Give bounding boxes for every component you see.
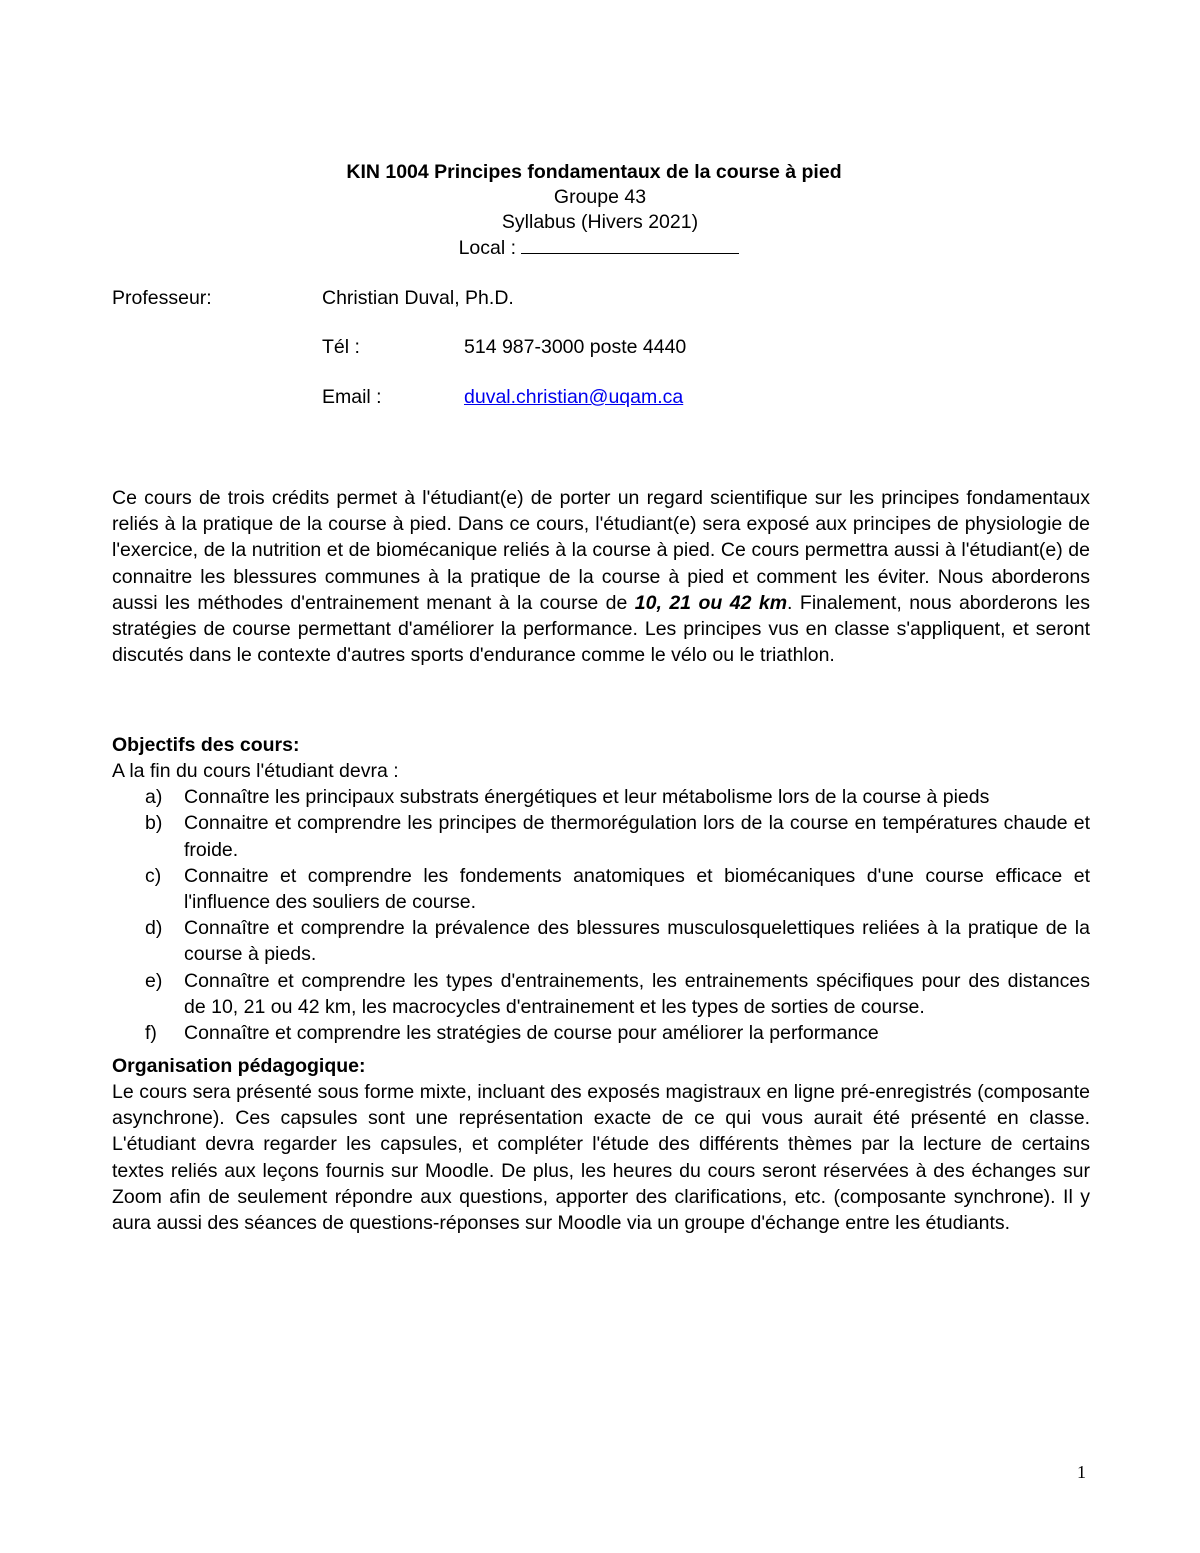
local-label: Local :	[458, 237, 517, 259]
intro-distances-emphasis: 10, 21 ou 42 km	[634, 591, 788, 614]
professor-label: Professeur:	[112, 287, 212, 309]
document-header	[0, 160, 1200, 261]
organisation-heading: Organisation pédagogique:	[112, 1055, 366, 1077]
professor-name: Christian Duval, Ph.D.	[322, 287, 514, 309]
objective-item	[112, 863, 1090, 915]
objective-item	[112, 915, 1090, 967]
objective-text: Connaître et comprendre la prévalence des blessures musculosquelettiques reliées à la pratique de la course à pieds.	[184, 917, 1090, 966]
objective-marker: c)	[145, 864, 162, 887]
intro-paragraph	[112, 485, 1090, 668]
objective-marker: b)	[145, 812, 163, 835]
objective-marker: f)	[145, 1022, 157, 1045]
email-link[interactable]: duval.christian@uqam.ca	[464, 386, 684, 408]
objective-text: Connaître et comprendre les types d'entrainements, les entrainements spécifiques pour des distances de 10, 21 ou 42 km, les macrocycles d'entrainement et les types de sorties de course.	[184, 969, 1090, 1018]
course-title: KIN 1004 Principes fondamentaux de la course à pied	[346, 161, 842, 183]
objectives-intro: A la fin du cours l'étudiant devra :	[112, 760, 399, 782]
email-label: Email :	[322, 386, 382, 408]
page-number: 1	[1077, 1462, 1086, 1482]
organisation-paragraph: Le cours sera présenté sous forme mixte, incluant des exposés magistraux en ligne pré-enregistrés (composante asynchrone). Ces capsules sont une représentation exacte de ce qui vous aurait été présenté en classe. L'étudiant devra regarder les capsules, et compléter l'étude des différents thèmes par la lecture de certains textes reliés aux leçons fournis sur Moodle. De plus, les heures du cours seront réservées à des échanges sur Zoom afin de seulement répondre aux questions, apporter des clarifications, etc. (composante synchrone). Il y aura aussi des séances de questions-réponses sur Moodle via un groupe d'échange entre les étudiants.	[112, 1081, 1090, 1235]
objective-text: Connaitre et comprendre les fondements anatomiques et biomécaniques d'une course efficace et l'influence des souliers de course.	[184, 864, 1090, 914]
course-group: Groupe 43	[553, 186, 647, 208]
objective-text: Connaître et comprendre les stratégies de course pour améliorer la performance	[184, 1022, 879, 1045]
objectives-list	[112, 784, 1090, 1046]
objective-text: Connaître les principaux substrats énergétiques et leur métabolisme lors de la course à pieds	[184, 786, 990, 809]
objective-item	[112, 784, 1090, 810]
intro-text-part1: Ce cours de trois crédits permet à l'étudiant(e) de porter un regard scientifique sur les principes fondamentaux reliés à la pratique de la course à pied. Dans ce cours, l'étudiant(e) sera exposé aux principes de physiologie de l'exercice, de la nutrition et de biomécanique reliés à la course à pied. Ce cours permettra aussi à l'étudiant(e) de connaitre les blessures communes à la pratique de la course à pied et comment les éviter. Nous aborderons aussi les méthodes d'entrainement menant à la course de	[112, 487, 1090, 614]
objective-item	[112, 1020, 1090, 1046]
objective-marker: d)	[145, 917, 163, 940]
objective-marker: e)	[145, 969, 163, 992]
objective-item	[112, 810, 1090, 862]
objectives-heading: Objectifs des cours:	[112, 734, 300, 756]
syllabus-term: Syllabus (Hivers 2021)	[501, 211, 699, 233]
phone-value: 514 987-3000 poste 4440	[464, 336, 687, 358]
local-blank-line	[521, 235, 739, 254]
objective-item	[112, 968, 1090, 1020]
objective-marker: a)	[145, 786, 163, 809]
phone-label: Tél :	[322, 336, 360, 358]
local-line	[459, 235, 740, 261]
organisation-section	[112, 1053, 1090, 1236]
objectives-section	[112, 732, 1090, 1046]
objective-text: Connaitre et comprendre les principes de thermorégulation lors de la course en températures chaude et froide.	[184, 812, 1090, 861]
intro-text-part2: . Finalement, nous aborderons les stratégies de course permettant d'améliorer la performance. Les principes vus en classe s'appliquent, et seront discutés dans le contexte d'autres sports d'endurance comme le vélo ou le triathlon.	[112, 591, 1090, 667]
